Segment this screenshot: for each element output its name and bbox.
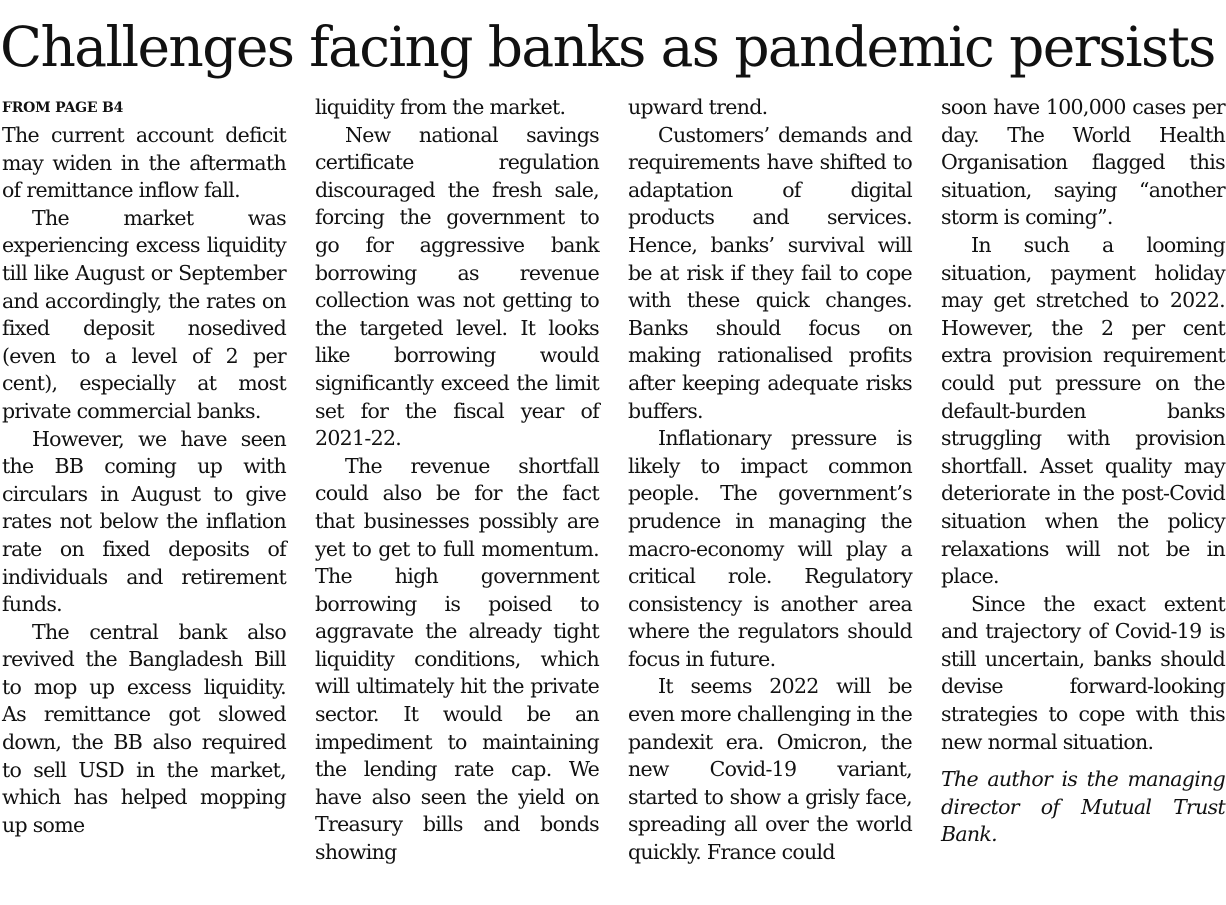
paragraph: In such a looming situation, payment holiday may get stretched to 2022. However, the 2 per cent extra provision requirement could put pressure on the default-burden banks struggling with provision shortfall. Asset quality may deteriorate in the post-Covid situation when the policy relaxations will not be in place. (941, 232, 1225, 589)
paragraph: Inflationary pressure is likely to impact common people. The government’s prudence in managing the macro-economy will play a critical role. Regulatory consistency is another area where the regulators should focus in future. (628, 426, 912, 671)
article-column-4 (941, 94, 1225, 849)
article-column-1 (2, 122, 286, 839)
paragraph: The revenue shortfall could also be for the fact that businesses possibly are yet to get to full momentum. The high government borrowing is poised to aggravate the already tight liquidity conditions, which will ultimately hit the private sector. It would be an impediment to maintaining the lending rate cap. We have also seen the yield on Treasury bills and bonds showing (315, 453, 599, 865)
paragraph: The central bank also revived the Bangladesh Bill to mop up excess liquidity. As remittance got slowed down, the BB also required to sell USD in the market, which has helped mopping up some (2, 619, 286, 837)
paragraph: Customers’ demands and requirements have shifted to adaptation of digital products and services. Hence, banks’ survival will be at risk if they fail to cope with these quick changes. Banks should focus on making rationalised profits after keeping adequate risks buffers. (628, 122, 912, 423)
article-column-2 (315, 94, 599, 867)
paragraph: New national savings certificate regulation discouraged the fresh sale, forcing the government to go for aggressive bank borrowing as revenue collection was not getting to the targeted level. It looks like borrowing would significantly exceed the limit set for the fiscal year of 2021-22. (315, 122, 599, 451)
headline: Challenges facing banks as pandemic persists (0, 15, 1215, 79)
continuation-kicker: FROM PAGE B4 (2, 100, 124, 116)
article-column-3 (628, 94, 912, 867)
paragraph: liquidity from the market. (315, 95, 566, 119)
paragraph: It seems 2022 will be even more challenging in the pandexit era. Omicron, the new Covid-19 variant, started to show a grisly face, spreading all over the world quickly. France could (628, 674, 912, 865)
paragraph: upward trend. (628, 95, 768, 119)
author-note: The author is the managing director of Mutual Trust Bank. (941, 767, 1225, 847)
paragraph: Since the exact extent and trajectory of Covid-19 is still uncertain, banks should devise forward-looking strategies to cope with this new normal situation. (941, 591, 1225, 754)
paragraph: However, we have seen the BB coming up with circulars in August to give rates not below the inflation rate on fixed deposits of individuals and retirement funds. (2, 426, 286, 617)
paragraph: soon have 100,000 cases per day. The World Health Organisation flagged this situation, saying “another storm is coming”. (941, 95, 1225, 230)
paragraph: The current account deficit may widen in the aftermath of remittance inflow fall. (2, 123, 286, 203)
paragraph: The market was experiencing excess liquidity till like August or September and accordingly, the rates on fixed deposit nosedived (even to a level of 2 per cent), especially at most private commercial banks. (2, 205, 286, 423)
